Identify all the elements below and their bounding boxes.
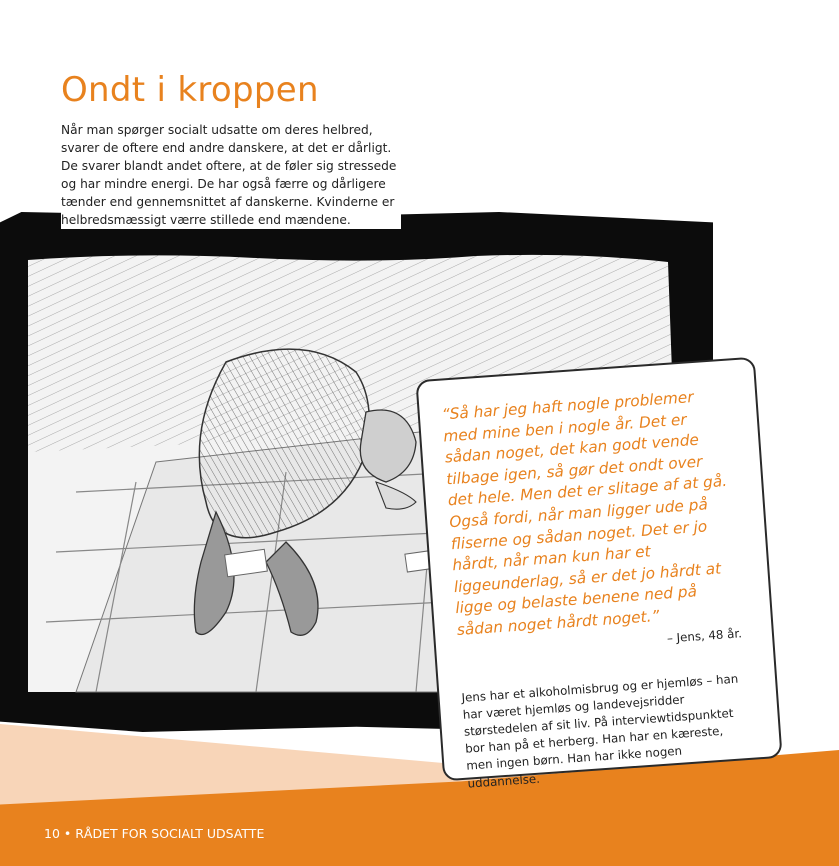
quote-text: “Så har jeg haft nogle problemer med mine ben i nogle år. Det er sådan noget, det kan godt vende tilbage igen, så gør det ondt over det hele. Men det er slitage af at gå. Også fordi, når man ligger ude på fliserne og sådan noget. Det er jo hårdt, når man kun har et liggeunderlag, så er det jo hårdt at ligge og belaste benene ned på sådan noget hårdt noget.” (441, 388, 728, 639)
footer-page-label: 10 • RÅDET FOR SOCIALT UDSATTE (44, 826, 265, 841)
bio-text: Jens har et alkoholmisbrug og er hjemløs – han har været hjemløs og landevejsridder størstedelen af sit liv. På interviewtidspunktet bor han på et herberg. Han har en kæreste, men ingen børn. Han har ikke nogen uddannelse. (461, 671, 739, 791)
quote-card (415, 357, 782, 791)
quote-attribution: – Jens, 48 år. (666, 625, 743, 645)
intro-paragraph: Når man spørger socialt udsatte om deres helbred, svarer de oftere end andre danskere, at det er dårligt. De svarer blandt andet oftere, at de føler sig stressede og har mindre energi. De har også færre og dårligere tænder end gennemsnittet af danskerne. Kvinderne er helbredsmæssigt værre stillede end mændene. (61, 121, 401, 229)
page-title: Ondt i kroppen (61, 70, 319, 110)
